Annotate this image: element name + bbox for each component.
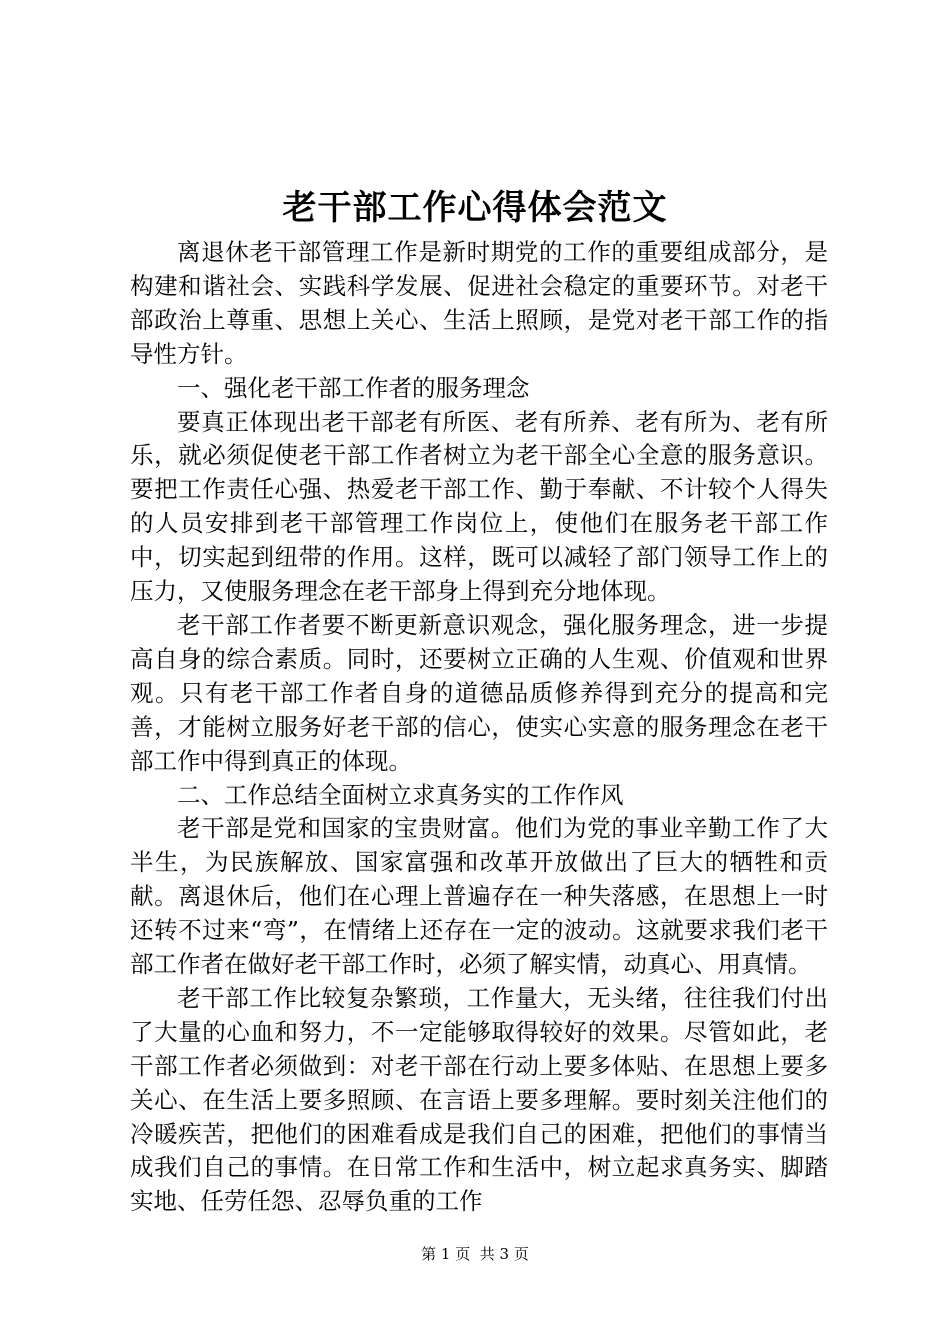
paragraph-self-improvement: 老干部工作者要不断更新意识观念，强化服务理念，进一步提高自身的综合素质。同时，还要树立正确的人生观、价值观和世界观。只有老干部工作者自身的道德品质修养得到充分的提高和完善，才能树立服务好老干部的信心，使实心实意的服务理念在老干部工作中得到真正的体现。 <box>130 610 828 775</box>
page-number-footer: 第 1 页 共 3 页 <box>421 1245 529 1263</box>
paragraph-work-style: 老干部工作比较复杂繁琐，工作量大，无头绪，往往我们付出了大量的心血和努力，不一定能够取得较好的效果。尽管如此，老干部工作者必须做到：对老干部在行动上要多体贴、在思想上要多关心、在生活上要多照顾、在言语上要多理解。要时刻关注他们的冷暖疾苦，把他们的困难看成是我们自己的困难，把他们的事情当成我们自己的事情。在日常工作和生活中，树立起求真务实、脚踏实地、任劳任怨、忍辱负重的工作 <box>130 983 828 1216</box>
section-heading-1: 一、强化老干部工作者的服务理念 <box>177 373 530 402</box>
section-heading-2: 二、工作总结全面树立求真务实的工作作风 <box>177 780 624 809</box>
document-body <box>130 236 828 1219</box>
paragraph-veteran-cadres: 老干部是党和国家的宝贵财富。他们为党的事业辛勤工作了大半生，为民族解放、国家富强和改革开放做出了巨大的牺牲和贡献。离退休后，他们在心理上普遍存在一种失落感，在思想上一时还转不过来“弯”，在情绪上还存在一定的波动。这就要求我们老干部工作者在做好老干部工作时，必须了解实情，动真心、用真情。 <box>130 814 828 979</box>
paragraph-service-awareness: 要真正体现出老干部老有所医、老有所养、老有所为、老有所乐，就必须促使老干部工作者树立为老干部全心全意的服务意识。要把工作责任心强、热爱老干部工作、勤于奉献、不计较个人得失的人员安排到老干部管理工作岗位上，使他们在服务老干部工作中，切实起到纽带的作用。这样，既可以减轻了部门领导工作上的压力，又使服务理念在老干部身上得到充分地体现。 <box>130 407 828 606</box>
paragraph-intro: 离退休老干部管理工作是新时期党的工作的重要组成部分，是构建和谐社会、实践科学发展、促进社会稳定的重要环节。对老干部政治上尊重、思想上关心、生活上照顾，是党对老干部工作的指导性方针。 <box>130 238 828 368</box>
document-title: 老干部工作心得体会范文 <box>282 188 668 228</box>
